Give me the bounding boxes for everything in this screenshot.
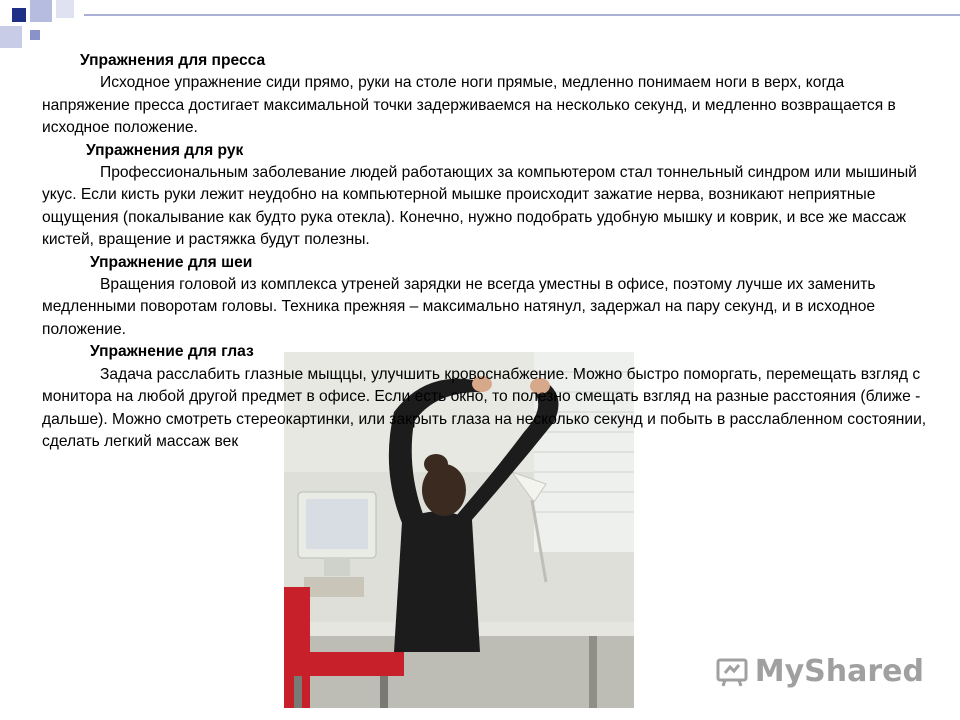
top-divider-line	[84, 14, 960, 16]
corner-square-dark	[12, 8, 26, 22]
section-heading-neck: Упражнение для шеи	[90, 253, 253, 271]
slide-text-content	[42, 50, 932, 453]
corner-square-mid	[30, 30, 40, 40]
corner-square-light	[0, 26, 22, 48]
myshared-logo-icon	[715, 655, 749, 689]
section-heading-abs: Упражнения для пресса	[80, 52, 266, 69]
section-text-abs: Исходное упражнение сиди прямо, руки на столе ноги прямые, медленно понимаем ноги в верх, когда напряжение пресса достигает максимальной точки задерживаемся на несколько секунд, и медленно возвращается в исходное положение.	[42, 74, 896, 137]
section-text-eyes: Задача расслабить глазные мыщцы, улучшить кровоснабжение. Можно быстро поморгать, перемещать взгляд с монитора на любой другой предмет в офисе. Если есть окно, то полезно смещать взгляд на разные расстояния (ближе - дальше). Можно смотреть стереокартинки, или закрыть глаза на несколько секунд и побыть в расслабленном состоянии, сделать легкий массаж век	[42, 365, 927, 450]
watermark-text: MyShared	[754, 654, 924, 689]
myshared-watermark	[715, 654, 924, 689]
section-text-neck: Вращения головой из комплекса утреней зарядки не всегда уместны в офисе, поэтому лучше их заменить медленными поворотам головы. Техника прежняя – максимально натянул, задержал на пару секунд, и в исходное положение.	[42, 276, 876, 338]
section-heading-arms: Упражнения для рук	[86, 141, 244, 159]
corner-square-light	[30, 0, 52, 22]
section-heading-eyes: Упражнение для глаз	[90, 343, 254, 361]
corner-square-pale	[56, 0, 74, 18]
section-text-arms: Профессиональным заболевание людей работающих за компьютером стал тоннельный синдром или мышиный укус. Если кисть руки лежит неудобно на компьютерной мышке происходит зажатие нерва, возникают неприятные ощущения (покалывание как будто рука отекла). Конечно, нужно подобрать удобную мышку и коврик, и все же массаж кистей, вращение и растяжка будут полезны.	[42, 164, 917, 249]
